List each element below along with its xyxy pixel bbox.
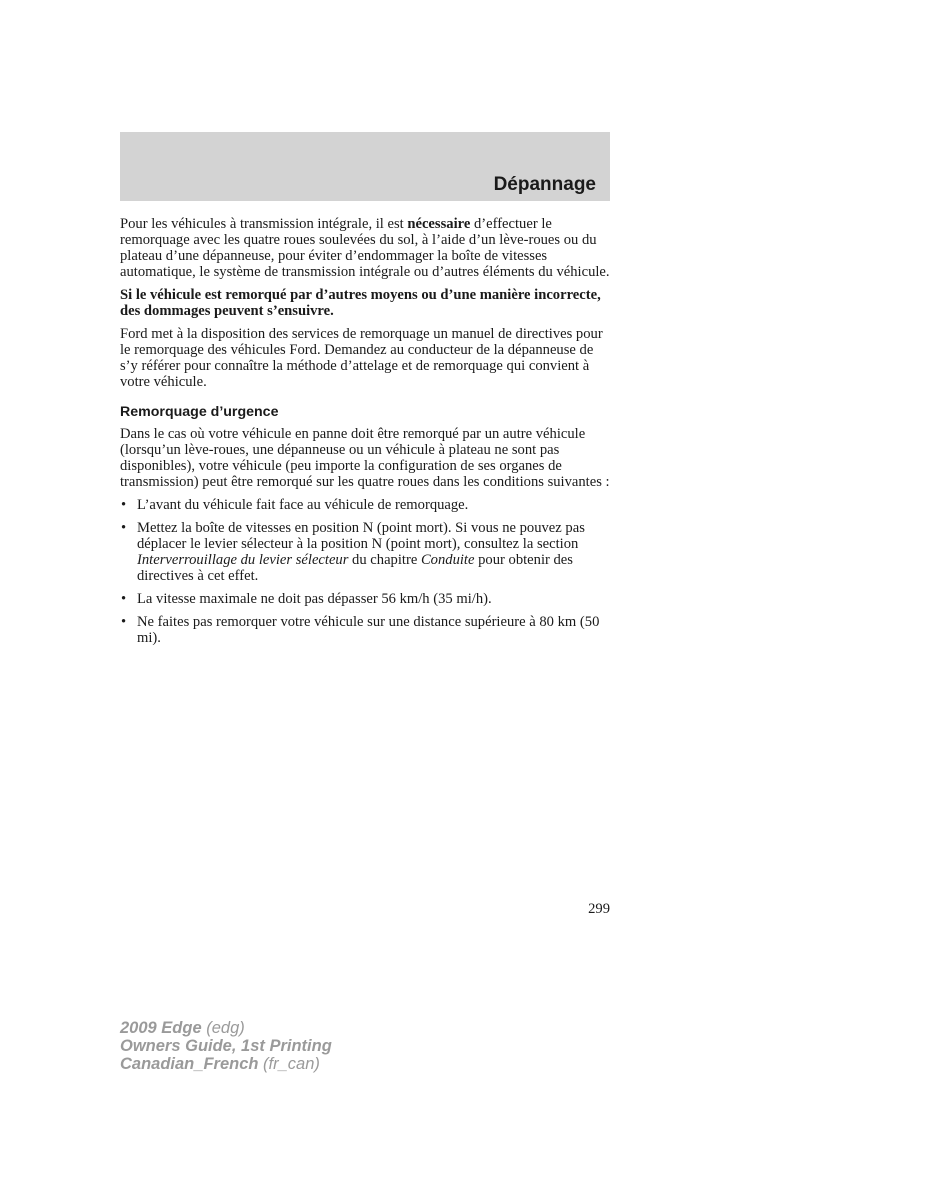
paragraph-emergency-conditions: Dans le cas où votre véhicule en panne doit être remorqué par un autre véhicule (lorsqu’un lève-roues, une dépanneuse ou un véhicule à plateau ne sont pas disponibles), votre véhicule (peu importe la configuration de ses organes de transmission) peut être remorqué sur les quatre roues dans les conditions suivantes : xyxy=(120,426,610,490)
footer-line-model xyxy=(120,1019,332,1037)
list-item-text: Mettez la boîte de vitesses en position N (point mort). Si vous ne pouvez pas déplacer le levier sélecteur à la position N (point mort), consultez la section xyxy=(137,520,585,552)
bullet-icon: • xyxy=(121,591,127,607)
section-title: Dépannage xyxy=(493,174,596,195)
list-item-text: L’avant du véhicule fait face au véhicule de remorquage. xyxy=(137,497,469,513)
footer-guide-edition: Owners Guide, 1st Printing xyxy=(120,1037,332,1055)
bullet-icon: • xyxy=(121,614,127,630)
bullet-icon: • xyxy=(121,520,127,536)
bullet-icon: • xyxy=(121,497,127,513)
list-item xyxy=(120,520,610,584)
emphasis-necessaire: nécessaire xyxy=(407,216,471,232)
footer-language-code: (fr_can) xyxy=(258,1055,320,1073)
page-number: 299 xyxy=(588,901,610,917)
list-item xyxy=(120,614,610,646)
cross-reference-section: Interverrouillage du levier sélecteur xyxy=(137,552,349,568)
list-item xyxy=(120,497,610,513)
subheading-emergency-towing: Remorquage d’urgence xyxy=(120,404,279,420)
footer-language: Canadian_French xyxy=(120,1055,259,1073)
section-header-band xyxy=(120,132,610,201)
list-item xyxy=(120,591,610,607)
paragraph-awd-text-start: Pour les véhicules à transmission intégrale, il est xyxy=(120,216,408,232)
cross-reference-chapter: Conduite xyxy=(420,552,475,568)
list-item-text: du chapitre xyxy=(348,552,421,568)
paragraph-awd-text-end: d’effectuer le remorquage avec les quatre roues soulevées du sol, à l’aide d’un lève-roues ou du plateau d’une dépanneuse, pour éviter d’endommager la boîte de vitesses automatique, le système de transmission intégrale ou d’autres éléments du véhicule. xyxy=(120,216,610,280)
main-content xyxy=(120,216,610,653)
warning-text: Si le véhicule est remorqué par d’autres moyens ou d’une manière incorrecte, des dommages peuvent s’ensuivre. xyxy=(120,287,601,319)
list-item-text: La vitesse maximale ne doit pas dépasser 56 km/h (35 mi/h). xyxy=(137,591,492,607)
paragraph-ford-manual: Ford met à la disposition des services de remorquage un manuel de directives pour le remorquage des véhicules Ford. Demandez au conducteur de la dépanneuse de s’y référer pour connaître la méthode d’attelage et de remorquage qui convient à votre véhicule. xyxy=(120,326,603,390)
footer-model-code: (edg) xyxy=(201,1019,245,1037)
footer-line-language xyxy=(120,1055,332,1073)
footer-model: 2009 Edge xyxy=(120,1019,202,1037)
document-footer xyxy=(120,1019,332,1073)
list-item-text: pour obtenir des directives à cet effet. xyxy=(137,552,573,584)
conditions-list xyxy=(120,497,610,646)
paragraph-awd-towing xyxy=(120,216,610,280)
list-item-text: Ne faites pas remorquer votre véhicule sur une distance supérieure à 80 km (50 mi). xyxy=(137,614,600,646)
